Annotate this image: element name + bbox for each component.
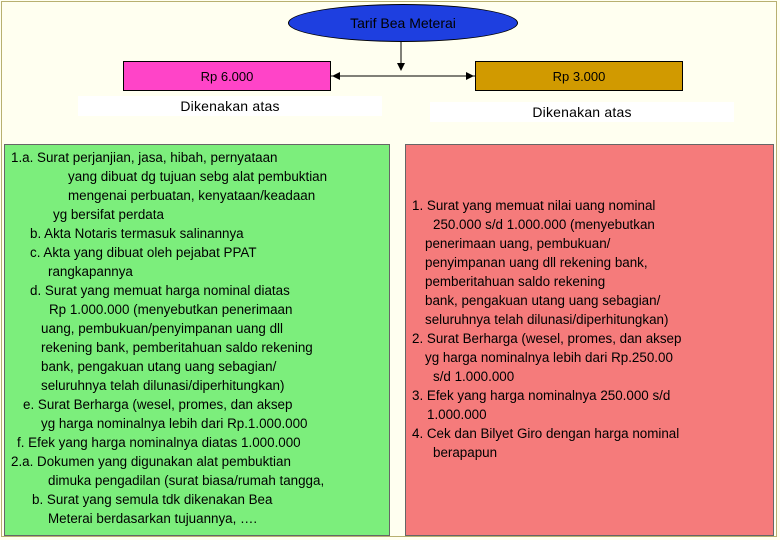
list-item: penyimpanan uang dll rekening bank, [425,255,648,270]
list-item: 1. Surat yang memuat nilai uang nominal [412,198,656,213]
list-item: 3. Efek yang harga nominalnya 250.000 s/d [412,388,671,403]
list-item: f. Efek yang harga nominalnya diatas 1.000.000 [17,435,301,450]
title-text: Tarif Bea Meterai [350,15,456,31]
list-item: e. Surat Berharga (wesel, promes, dan aksep [23,397,293,412]
list-item: bank, pengakuan utang uang sebagian/ [41,359,277,374]
document-list-6000 [4,144,390,536]
subject-label-left: Dikenakan atas [78,96,382,116]
list-item: dimuka pengadilan (surat biasa/rumah tangga, [48,473,325,488]
list-item: Rp 1.000.000 (menyebutkan penerimaan [49,302,293,317]
list-item: seluruhnya telah dilunasi/diperhitungkan) [425,312,669,327]
subject-label-right: Dikenakan atas [430,102,734,122]
list-item: 1.000.000 [427,407,487,422]
list-item: yg harga nominalnya lebih dari Rp.1.000.000 [41,416,308,431]
list-item: 4. Cek dan Bilyet Giro dengan harga nominal [412,426,680,441]
list-item: seluruhnya telah dilunasi/diperhitungkan) [41,378,285,393]
list-item: 1.a. Surat perjanjian, jasa, hibah, pernyataan [11,150,278,165]
list-item: uang, pembukuan/penyimpanan uang dll [41,321,283,336]
list-item: penerimaan uang, pembukuan/ [425,236,611,251]
list-item: 250.000 s/d 1.000.000 (menyebutkan [433,217,655,232]
list-item: pemberitahuan saldo rekening [425,274,606,289]
list-item: b. Akta Notaris termasuk salinannya [30,226,244,241]
list-item: Meterai berdasarkan tujuannya, …. [48,511,258,526]
list-item: yg harga nominalnya lebih dari Rp.250.00 [425,350,673,365]
list-item: bank, pengakuan utang uang sebagian/ [425,293,661,308]
list-item: yang dibuat dg tujuan sebg alat pembuktian [68,169,328,184]
list-item: berapapun [433,445,498,460]
list-item: s/d 1.000.000 [433,369,515,384]
list-item: b. Surat yang semula tdk dikenakan Bea [32,492,273,507]
document-list-3000 [405,144,774,536]
rate-box-3000 [475,61,683,91]
list-item: rangkapannya [48,264,133,279]
rate-box-6000 [123,61,331,91]
list-item: yg bersifat perdata [53,207,164,222]
rate-label: Rp 6.000 [200,68,254,84]
list-item: rekening bank, pemberitahuan saldo rekening [41,340,313,355]
list-item: c. Akta yang dibuat oleh pejabat PPAT [30,245,257,260]
list-item: 2.a. Dokumen yang digunakan alat pembuktian [11,454,291,469]
list-item: 2. Surat Berharga (wesel, promes, dan aksep [412,331,682,346]
rate-label: Rp 3.000 [552,68,606,84]
title-oval [288,4,518,42]
list-item: d. Surat yang memuat harga nominal diatas [30,283,290,298]
list-item: mengenai perbuatan, kenyataan/keadaan [68,188,316,203]
